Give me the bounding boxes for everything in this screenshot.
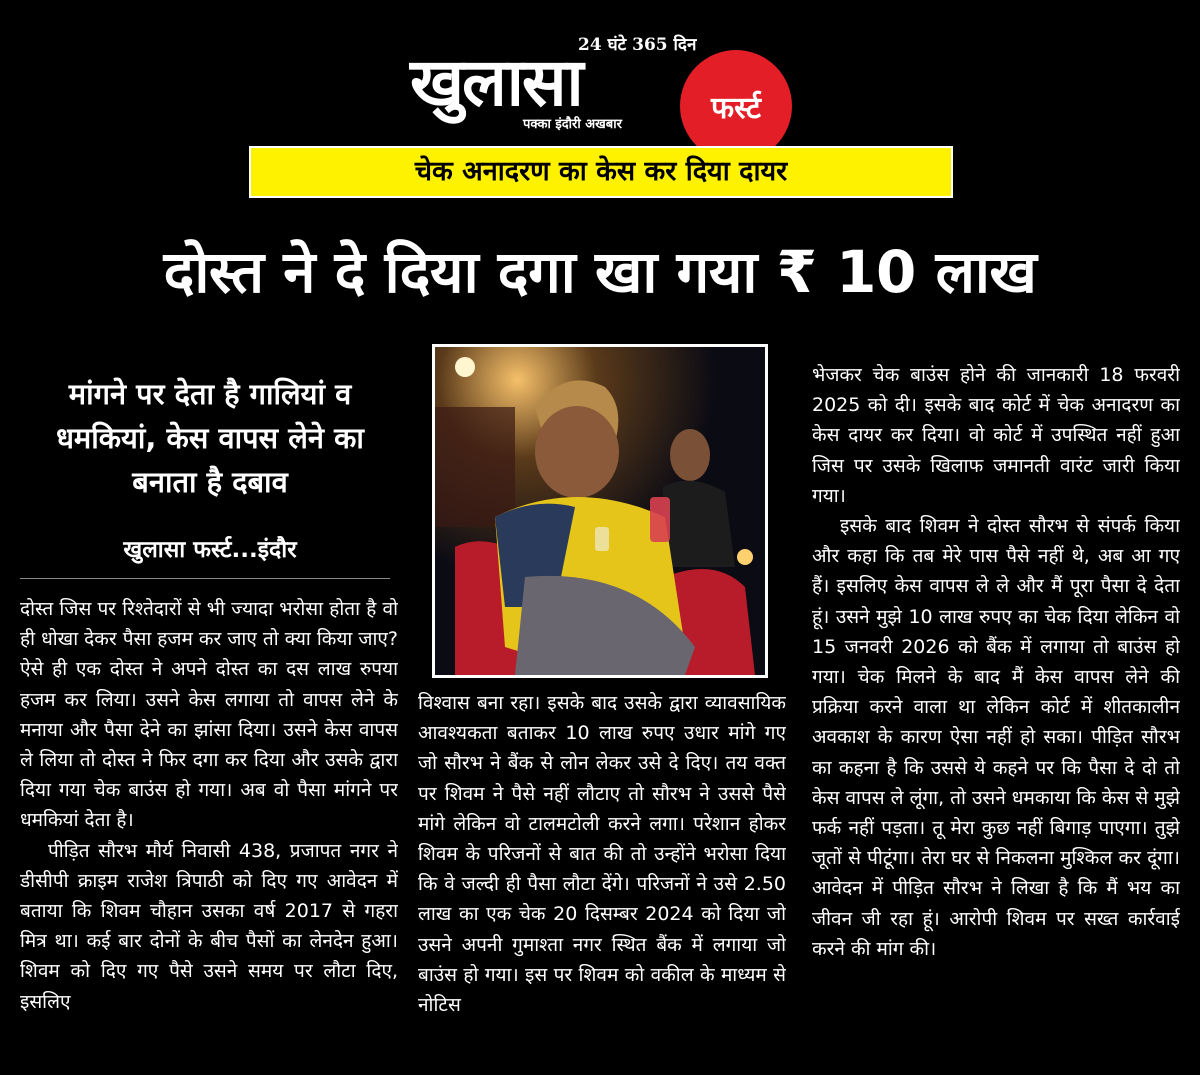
article-column-2 (418, 688, 786, 1068)
kicker-text: चेक अनादरण का केस कर दिया दायर (414, 156, 788, 187)
masthead (410, 28, 810, 140)
news-photo (432, 344, 768, 678)
paragraph: भेजकर चेक बाउंस होने की जानकारी 18 फरवरी 2025 को दी। इसके बाद कोर्ट में चेक अनादरण का केस दायर कर दिया। वो कोर्ट में उपस्थित नहीं हुआ जिस पर उसके खिलाफ जमानती वारंट जारी किया गया। (812, 364, 1180, 507)
byline: खुलासा फर्स्ट...इंदौर (123, 537, 297, 563)
logo-subtitle: पक्का इंदौरी अखबार (523, 117, 622, 132)
byline-divider (20, 578, 390, 579)
logo-wordmark: खुलासा (410, 44, 582, 121)
subheadline: मांगने पर देता है गालियां व धमकियां, केस वापस लेने का बनाता है दबाव (56, 377, 364, 499)
paragraph: दोस्त जिस पर रिश्तेदारों से भी ज्यादा भरोसा होता है वो ही धोखा देकर पैसा हजम कर जाए तो क्या किया जाए? ऐसे ही एक दोस्त ने अपने दोस्त का दस लाख रुपया हजम कर लिया। उसने केस लगाया तो वापस लेने के मनाया और पैसा देने का झांसा दिया। उसने केस वापस ले लिया तो दोस्त ने फिर दगा कर दिया और उसके द्वारा दिया गया चेक बाउंस हो गया। अब वो पैसा मांगने पर धमकियां देता है। (20, 598, 398, 832)
masthead-tagline: 24 घंटे 365 दिन (578, 35, 697, 55)
kicker-banner (249, 146, 953, 198)
photo-illustration (435, 347, 765, 675)
article-column-1 (20, 594, 398, 1064)
headline: दोस्त ने दे दिया दगा खा गया ₹ 10 लाख (163, 238, 1037, 306)
paragraph: पीड़ित सौरभ मौर्य निवासी 438, प्रजापत नगर ने डीसीपी क्राइम राजेश त्रिपाठी को दिए गए आवेदन में बताया कि शिवम चौहान उसका वर्ष 2017 से गहरा मित्र था। कई बार दोनों के बीच पैसों का लेनदेन हुआ। शिवम को दिए गए पैसे उसने समय पर लौटा दिए, इसलिए (20, 839, 398, 1013)
paragraph: विश्वास बना रहा। इसके बाद उसके द्वारा व्यावसायिक आवश्यकता बताकर 10 लाख रुपए उधार मांगे गए जो सौरभ ने बैंक से लोन लेकर उसे दे दिए। तय वक्त पर शिवम ने पैसे नहीं लौटाए तो सौरभ ने उससे पैसे मांगे लेकिन वो टालमटोली करने लगा। परेशान होकर शिवम के परिजनों से बात की तो उन्होंने भरोसा दिया कि वे जल्दी ही पैसा लौटा देंगे। परिजनों ने उसे 2.50 लाख का एक चेक 20 दिसम्बर 2024 को दिया जो उसने अपनी गुमाश्ता नगर स्थित बैंक में लगाया जो बाउंस हो गया। इस पर शिवम को वकील के माध्यम से नोटिस (418, 692, 786, 1017)
logo-circle-text: फर्स्ट (711, 91, 761, 126)
paragraph: इसके बाद शिवम ने दोस्त सौरभ से संपर्क किया और कहा कि तब मेरे पास पैसे नहीं थे, अब आ गए हैं। इसलिए केस वापस ले ले और मैं पूरा पैसा दे देता हूं। उसने मुझे 10 लाख रुपए का चेक दिया लेकिन वो 15 जनवरी 2026 को बैंक में लगाया तो बाउंस हो गया। चेक मिलने के बाद मैं केस वापस लेने की प्रक्रिया करने वाला था लेकिन कोर्ट में शीतकालीन अवकाश के कारण ऐसा नहीं हो सका। पीड़ित सौरभ का कहना है कि उससे ये कहने पर कि पैसा दे दो तो केस वापस ले लूंगा, तो उसने धमकाया कि केस से मुझे फर्क नहीं पड़ता। तू मेरा कुछ नहीं बिगाड़ पाएगा। तुझे जूतों से पीटूंगा। तेरा घर से निकलना मुश्किल कर दूंगा। आवेदन में पीड़ित सौरभ ने लिखा है कि मैं भय का जीवन जी रहा हूं। आरोपी शिवम पर सख्त कार्रवाई करने की मांग की। (812, 515, 1180, 960)
article-column-3 (812, 360, 1180, 1070)
